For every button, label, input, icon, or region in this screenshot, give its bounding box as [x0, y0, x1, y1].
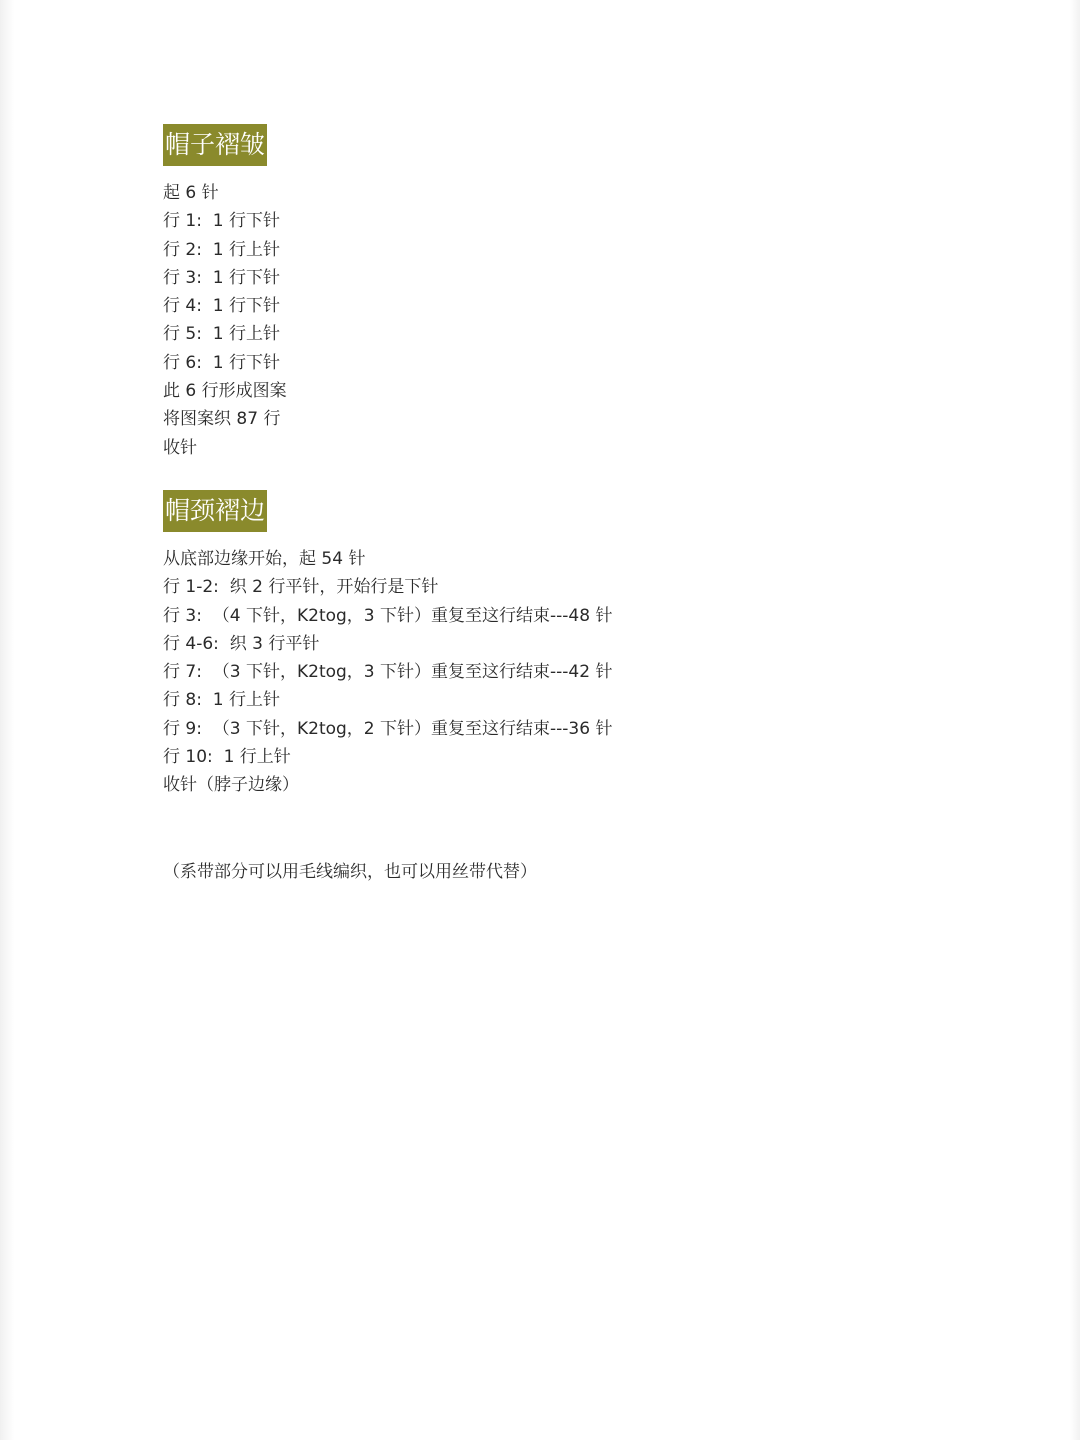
neck-ruffle-instructions — [163, 545, 612, 800]
instruction-line: 行 3: （4 下针，K2tog，3 下针）重复至这行结束---48 针 — [163, 605, 613, 626]
instruction-line: 收针 — [163, 437, 197, 458]
instruction-line: 行 7: （3 下针，K2tog，3 下针）重复至这行结束---42 针 — [163, 662, 613, 683]
instruction-line: 行 1-2: 织 2 行平针，开始行是下针 — [163, 577, 439, 598]
instruction-line: 行 8: 1 行上针 — [163, 690, 280, 711]
neck-ruffle-heading: 帽颈褶边 — [163, 490, 267, 532]
hat-ruffle-instructions — [163, 179, 287, 462]
instruction-line: 将图案织 87 行 — [163, 409, 281, 430]
instruction-line: 行 3: 1 行下针 — [163, 267, 280, 288]
tie-note: （系带部分可以用毛线编织，也可以用丝带代替） — [163, 862, 537, 882]
page-edge-shadow — [1070, 0, 1080, 1440]
instruction-line: 行 6: 1 行下针 — [163, 352, 280, 373]
instruction-line: 行 5: 1 行上针 — [163, 324, 280, 345]
instruction-line: 从底部边缘开始，起 54 针 — [163, 549, 366, 569]
instruction-line: 行 2: 1 行上针 — [163, 239, 280, 260]
instruction-line: 行 4: 1 行下针 — [163, 296, 280, 317]
instruction-line: 收针（脖子边缘） — [163, 775, 299, 796]
instruction-line: 此 6 行形成图案 — [163, 381, 287, 402]
instruction-line: 行 10: 1 行上针 — [163, 747, 291, 768]
instruction-line: 行 4-6: 织 3 行平针 — [163, 633, 320, 654]
page-edge-shadow — [0, 0, 14, 1440]
instruction-line: 行 1: 1 行下针 — [163, 211, 280, 232]
instruction-line: 起 6 针 — [163, 183, 219, 203]
neck-ruffle-section — [163, 490, 612, 800]
hat-ruffle-heading: 帽子褶皱 — [163, 124, 267, 166]
instruction-line: 行 9: （3 下针，K2tog，2 下针）重复至这行结束---36 针 — [163, 718, 613, 739]
hat-ruffle-section — [163, 124, 287, 462]
